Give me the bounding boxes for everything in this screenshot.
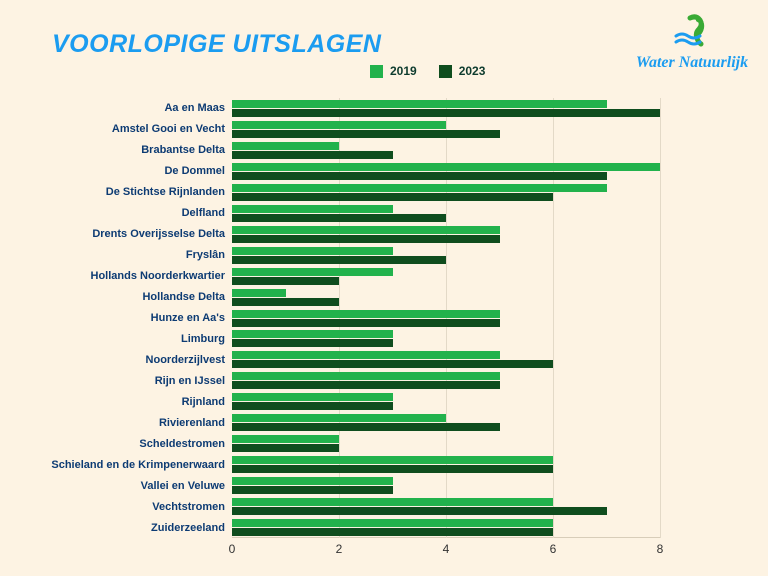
bar-2023 [232, 214, 446, 222]
category-label: Hollandse Delta [142, 291, 225, 304]
bar-2023 [232, 235, 500, 243]
bar-2023 [232, 130, 500, 138]
category-label: Schieland en de Krimpenerwaard [51, 458, 225, 471]
category-label: Fryslân [185, 249, 225, 262]
category-label: Noorderzijlvest [145, 353, 225, 366]
x-tick-label: 6 [549, 542, 557, 556]
water-natuurlijk-logo-icon [632, 14, 752, 52]
bar-2019 [232, 435, 339, 443]
category-label: Aa en Maas [164, 102, 225, 115]
logo-text: Water Natuurlijk [635, 54, 749, 71]
bar-2019 [232, 498, 553, 506]
category-label: Rijn en IJssel [154, 374, 225, 387]
category-label: Brabantse Delta [141, 144, 225, 157]
category-axis [0, 98, 225, 538]
bar-2019 [232, 247, 393, 255]
bar-2023 [232, 486, 393, 494]
bar-2023 [232, 277, 339, 285]
chart-legend [370, 64, 485, 78]
bar-2023 [232, 465, 553, 473]
category-label: De Stichtse Rijnlanden [105, 186, 225, 199]
bar-2023 [232, 507, 607, 515]
category-label: Hollands Noorderkwartier [90, 270, 225, 283]
bar-2019 [232, 121, 446, 129]
plot-area [232, 98, 660, 538]
bar-2019 [232, 351, 500, 359]
bar-2023 [232, 109, 660, 117]
legend-item-2023 [439, 64, 486, 78]
category-label: De Dommel [164, 165, 225, 178]
page-title: VOORLOPIGE UITSLAGEN [52, 30, 382, 58]
x-tick-label: 8 [656, 542, 664, 556]
bar-2023 [232, 444, 339, 452]
bar-2023 [232, 193, 553, 201]
bar-2019 [232, 163, 660, 171]
bar-2019 [232, 289, 286, 297]
bar-2019 [232, 519, 553, 527]
bar-2019 [232, 184, 607, 192]
bar-2019 [232, 100, 607, 108]
bar-2023 [232, 423, 500, 431]
category-label: Scheldestromen [139, 437, 225, 450]
bar-2019 [232, 205, 393, 213]
category-label: Vechtstromen [152, 500, 225, 513]
bar-2023 [232, 360, 553, 368]
legend-item-2019 [370, 64, 417, 78]
category-label: Drents Overijsselse Delta [92, 228, 225, 241]
bar-2019 [232, 310, 500, 318]
bar-2023 [232, 298, 339, 306]
category-label: Rijnland [181, 395, 225, 408]
x-tick-label: 0 [228, 542, 236, 556]
bar-2023 [232, 172, 607, 180]
bar-2023 [232, 151, 393, 159]
logo [632, 14, 752, 72]
category-label: Limburg [181, 332, 225, 345]
category-label: Vallei en Veluwe [140, 479, 225, 492]
category-label: Rivierenland [158, 416, 225, 429]
bar-2019 [232, 456, 553, 464]
bar-2019 [232, 414, 446, 422]
bar-2019 [232, 372, 500, 380]
gridline [660, 98, 661, 538]
bar-2019 [232, 226, 500, 234]
bar-2023 [232, 256, 446, 264]
bar-2019 [232, 477, 393, 485]
legend-label-2019: 2019 [390, 64, 417, 78]
bar-2019 [232, 142, 339, 150]
bar-2023 [232, 381, 500, 389]
bar-2023 [232, 319, 500, 327]
category-label: Zuiderzeeland [151, 521, 225, 534]
bar-2019 [232, 393, 393, 401]
bar-2023 [232, 339, 393, 347]
bar-2019 [232, 268, 393, 276]
legend-swatch-2023 [439, 65, 452, 78]
x-tick-label: 4 [442, 542, 450, 556]
bar-2023 [232, 402, 393, 410]
bar-chart [0, 90, 768, 560]
category-label: Hunze en Aa's [150, 312, 225, 324]
x-tick-label: 2 [335, 542, 343, 556]
category-label: Amstel Gooi en Vecht [111, 123, 225, 136]
legend-label-2023: 2023 [458, 64, 486, 78]
bar-2019 [232, 330, 393, 338]
legend-swatch-2019 [370, 65, 383, 78]
bar-2023 [232, 528, 553, 536]
category-label: Delfland [181, 207, 225, 220]
